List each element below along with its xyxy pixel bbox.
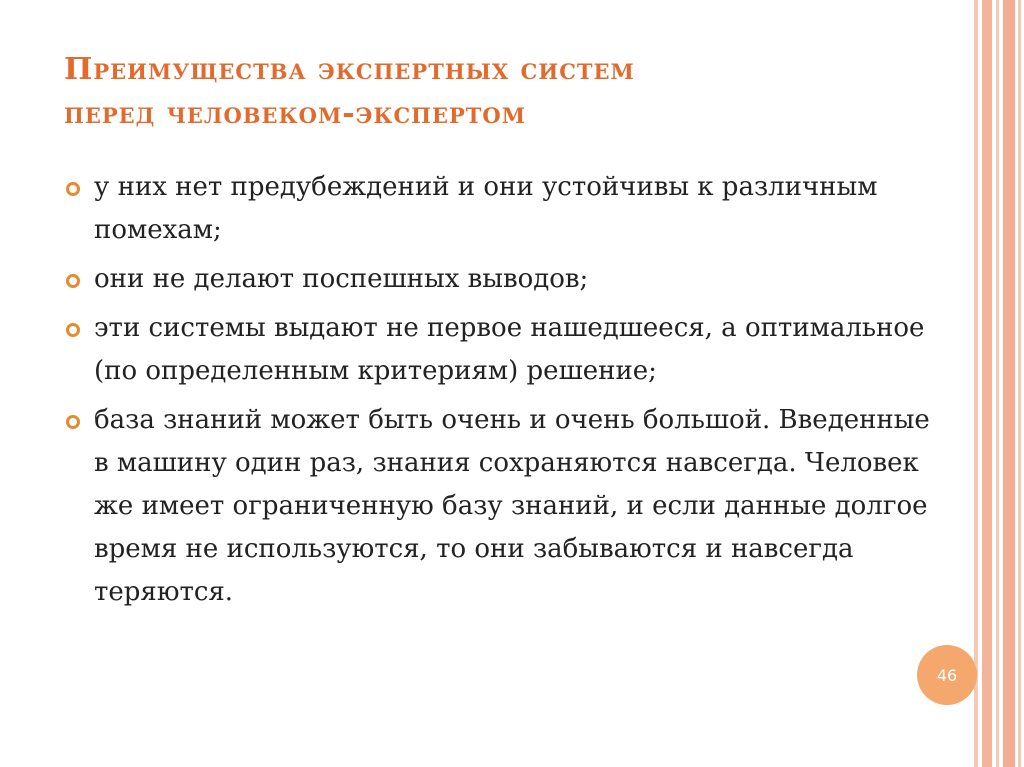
title-line-2: перед человеком-экспертом [64, 96, 526, 131]
list-item [64, 307, 934, 393]
stripe [982, 0, 992, 767]
bullet-circle-icon [66, 182, 80, 196]
slide-title [64, 48, 944, 136]
stripe [1018, 0, 1021, 767]
stripe [974, 0, 978, 767]
bullet-text: база знаний может быть очень и очень большой. Введенные в машину один раз, знания сохраняются навсегда. Человек же имеет ограниченную базу знаний, и если данные долгое время не используются, то они забываются и навсегда теряются. [94, 405, 930, 607]
bullet-text: эти системы выдают не первое нашедшееся, а оптимальное (по определенным критериям) решение; [94, 313, 925, 386]
list-item [64, 399, 934, 614]
bullet-circle-icon [66, 274, 80, 288]
list-item [64, 258, 934, 301]
bullet-text: они не делают поспешных выводов; [94, 264, 589, 294]
bullet-list [64, 166, 934, 620]
page-number: 46 [936, 665, 958, 685]
decorative-stripes [974, 0, 1024, 767]
bullet-text: у них нет предубеждений и они устойчивы к различным помехам; [94, 172, 878, 245]
title-line-1: Преимущества экспертных систем [64, 52, 635, 87]
list-item [64, 166, 934, 252]
bullet-circle-icon [66, 415, 80, 429]
stripe [1003, 0, 1015, 767]
stripe [996, 0, 999, 767]
bullet-circle-icon [66, 323, 80, 337]
page-number-badge [917, 645, 977, 705]
